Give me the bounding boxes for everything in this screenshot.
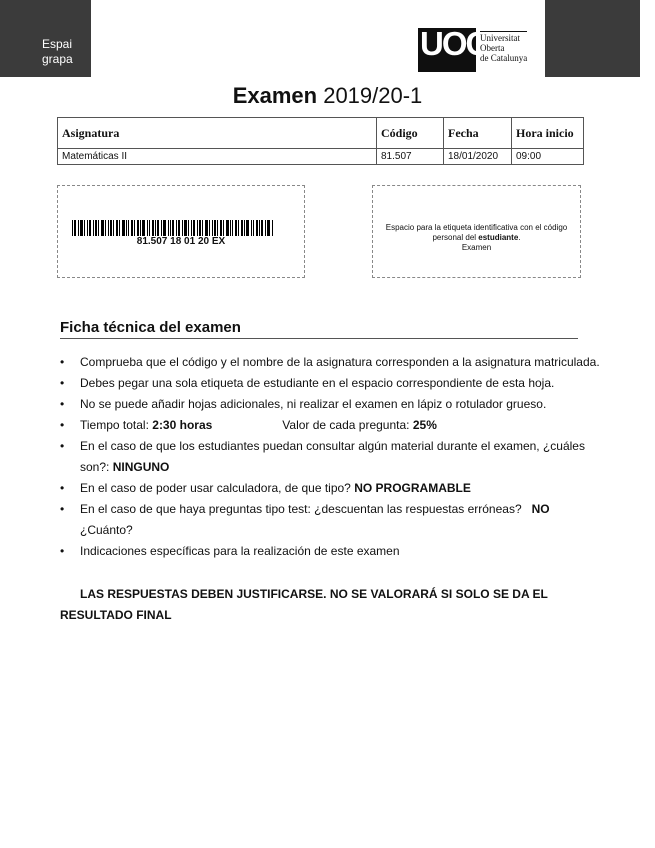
student-label-line1: Espacio para la etiqueta identificativa con el código	[385, 223, 568, 232]
staple-label-line2: grapa	[42, 52, 73, 66]
list-item	[60, 478, 600, 499]
student-label-text	[373, 223, 580, 253]
student-label-line3: Examen	[461, 243, 492, 252]
uoc-logo	[418, 25, 542, 72]
cell-asignatura: Matemáticas II	[58, 149, 377, 165]
time-value: 2:30 horas	[152, 418, 213, 432]
final-instructions	[60, 584, 600, 626]
cell-codigo: 81.507	[377, 149, 444, 165]
col-codigo: Código	[377, 118, 444, 149]
time-label: Tiempo total:	[80, 418, 153, 432]
barcode-graphic	[72, 220, 274, 236]
section-heading: Ficha técnica del examen	[60, 319, 578, 339]
uoc-logo-letters: UOC	[420, 25, 488, 62]
test-value: NO	[531, 502, 550, 516]
student-label-line2-post: .	[518, 233, 521, 242]
cell-hora: 09:00	[512, 149, 584, 165]
table-row	[58, 149, 584, 165]
final-line1: LAS RESPUESTAS DEBEN JUSTIFICARSE. NO SE VALORARÁ SI SOLO SE DA EL	[80, 587, 548, 601]
cell-fecha: 18/01/2020	[444, 149, 512, 165]
student-label-line2-bold: estudiante	[478, 233, 519, 242]
student-label-line2-pre: personal del	[432, 233, 479, 242]
materials-value: NINGUNO	[112, 460, 170, 474]
staple-label-line1: Espai	[42, 37, 73, 51]
test-text: En el caso de que haya preguntas tipo test: ¿descuentan las respuestas erróneas?	[80, 502, 532, 516]
exam-info-table	[57, 117, 584, 165]
logo-line2: Oberta	[480, 43, 505, 53]
list-item: • No se puede añadir hojas adicionales, ni realizar el examen en lápiz o rotulador grueso.	[60, 394, 600, 415]
student-label-line2	[373, 233, 580, 243]
title-rest: 2019/20-1	[317, 83, 423, 108]
value-percent: 25%	[412, 418, 437, 432]
list-item	[60, 499, 600, 541]
test-how-much: ¿Cuánto?	[80, 523, 133, 537]
value-label: Valor de cada pregunta:	[282, 418, 413, 432]
uoc-logo-mark	[418, 25, 488, 72]
instructions-list	[60, 352, 600, 562]
list-item: • Indicaciones específicas para la realización de este examen	[60, 541, 600, 562]
table-header-row	[58, 118, 584, 149]
title-bold: Examen	[232, 83, 318, 108]
calculator-value: NO PROGRAMABLE	[354, 481, 471, 495]
col-fecha: Fecha	[444, 118, 512, 149]
student-label-box	[372, 185, 581, 278]
logo-line1: Universitat	[480, 33, 520, 43]
calculator-text: En el caso de poder usar calculadora, de que tipo?	[80, 481, 355, 495]
list-item	[60, 415, 600, 436]
list-item	[60, 436, 600, 478]
logo-line3: de Catalunya	[480, 53, 528, 63]
col-asignatura: Asignatura	[58, 118, 377, 149]
staple-area	[0, 0, 91, 77]
final-line2: RESULTADO FINAL	[60, 608, 172, 622]
list-item: • Debes pegar una sola etiqueta de estudiante en el espacio correspondiente de esta hoja.	[60, 373, 600, 394]
page-title	[0, 83, 655, 109]
header-dark-bar	[545, 0, 640, 77]
list-item: • Comprueba que el código y el nombre de la asignatura corresponden a la asignatura matriculada.	[60, 352, 600, 373]
uoc-logo-text	[480, 31, 527, 63]
barcode-text: 81.507 18 01 20 EX	[136, 236, 226, 247]
materials-text: En el caso de que los estudiantes puedan consultar algún material durante el examen, ¿cuáles son?:	[80, 439, 585, 474]
barcode-box	[57, 185, 305, 278]
col-hora: Hora inicio	[512, 118, 584, 149]
